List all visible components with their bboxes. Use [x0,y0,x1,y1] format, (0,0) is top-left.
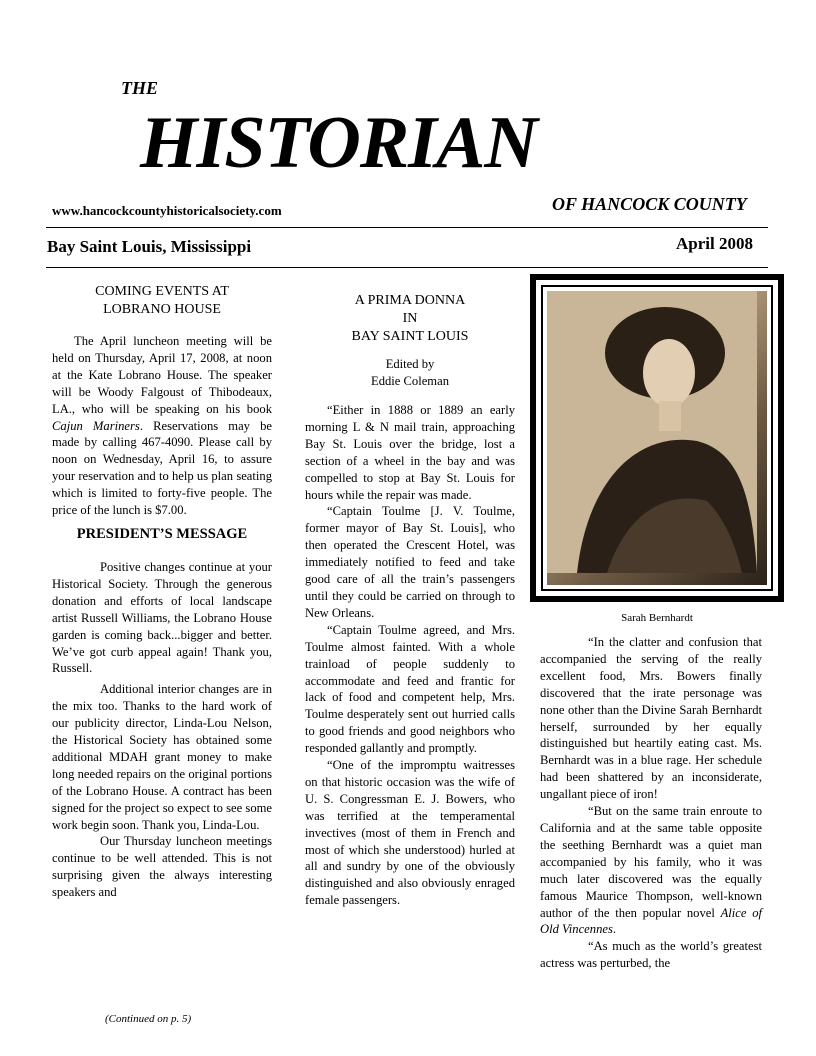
portrait-illustration [547,291,757,573]
editor-credit: Edited by Eddie Coleman [371,357,449,388]
prima-p3: “Captain Toulme agreed, and Mrs. Toulme almost fainted. With a whole trainload of people suddenly to accommodate and feed and frantic for lack of food and competent help, Mrs. Toulme desperately sent out hurried calls to good friends and good neighbors who responded gallantly and promptly. [305,622,515,756]
photo-caption: Sarah Bernhardt [621,612,693,624]
events-body: The April luncheon meeting will be held on Thursday, April 17, 2008, at noon at the Kate Lobrano House. The speaker will be Woody Falgoust of Thibodeaux, LA., who will be speaking on his book Cajun Mariners. Reservations may be made by calling 467-4090. Please call by noon on Wednesday, April 16, to assure your reservation and to help us plan seating which is limited to forty-five people. The price of the lunch is $7.00. [52,334,272,518]
president-heading: PRESIDENT’S MESSAGE [76,525,248,542]
president-p3: Our Thursday luncheon meetings continue to be well attended. This is not surprising given the always interesting speakers and [52,834,272,900]
events-heading: COMING EVENTS AT LOBRANO HOUSE [95,284,229,317]
website-link[interactable]: www.hancockcountyhistoricalsociety.com [52,203,282,218]
sarah-bernhardt-photo [547,291,767,585]
masthead-the: THE [121,78,159,98]
col3-p1: “In the clatter and confusion that accompanied the serving of the really excellent food, Mrs. Bowers finally discovered that the irate personage was none other than the Divine Sarah Bernhardt herself, surrounded by her equally distinguished but heartily eating cast. Ms. Bernhardt was in a blue rage. Her schedule had been shattered by an inconsiderate, ungallant piece of iron! [540,635,762,802]
col3-p3: “As much as the world’s greatest actress was perturbed, the [540,939,762,971]
prima-p1: “Either in 1888 or 1889 an early morning L & N mail train, approaching Bay St. Louis over the bridge, lost a section of a wheel in the bay and was compelled to stop at Bay St. Louis for hours while the repair was made. [305,403,515,502]
column-2 [305,292,515,909]
masthead-county: OF HANCOCK COUNTY [552,194,747,214]
newsletter-title: HISTORIAN [140,102,537,184]
prima-heading: A PRIMA DONNA IN BAY SAINT LOUIS [351,293,469,344]
bottom-rule [46,267,768,268]
president-p2: Additional interior changes are in the mix too. Thanks to the hard work of our publicity director, Linda-Lou Nelson, the Historical Society has obtained some additional MDAH grant money to make long needed repairs on the original portions of the Lobrano House. A contract has been signed for the project so expect to see some work begin soon. Thank you, Linda-Lou. [52,682,272,832]
book-title: Cajun Mariners [52,418,140,433]
prima-p4: “One of the impromptu waitresses on that historic occasion was the wife of U. S. Congressman E. J. Bowers, who was terrified at the temperamental invectives (most of them in French and most of which she understood) hurled at all and sundry by one of the obviously distinguished and also obviously enraged female passengers. [305,758,515,908]
location-line: Bay Saint Louis, Mississippi [47,237,252,256]
top-rule [46,227,768,228]
prima-p2: “Captain Toulme [J. V. Toulme, former mayor of Bay St. Louis], who then operated the Crescent Hotel, was immediately notified to feed and take good care of all the train’s passengers until they could be carried on through to New Orleans. [305,504,515,620]
column-3 [540,634,762,972]
president-p1: Positive changes continue at your Historical Society. Through the generous donation and efforts of local landscape artist Russell Williams, the Lobrano House garden is coming back...bigger and better. We’ve got curb appeal again! Thank you, Russell. [52,559,272,676]
col3-p2: “But on the same train enroute to California and at the same table opposite the seething Bernhardt was a quiet man accompanied by his family, who it was much later discovered was the equally famous Maurice Thompson, well-known author of the then popular novel Alice of Old Vincennes. [540,804,762,937]
column-1 [52,283,272,901]
issue-date: April 2008 [676,234,753,253]
continued-note: (Continued on p. 5) [105,1013,192,1025]
photo-frame [530,274,784,602]
novel-title: Alice of Old Vincennes [540,905,762,937]
